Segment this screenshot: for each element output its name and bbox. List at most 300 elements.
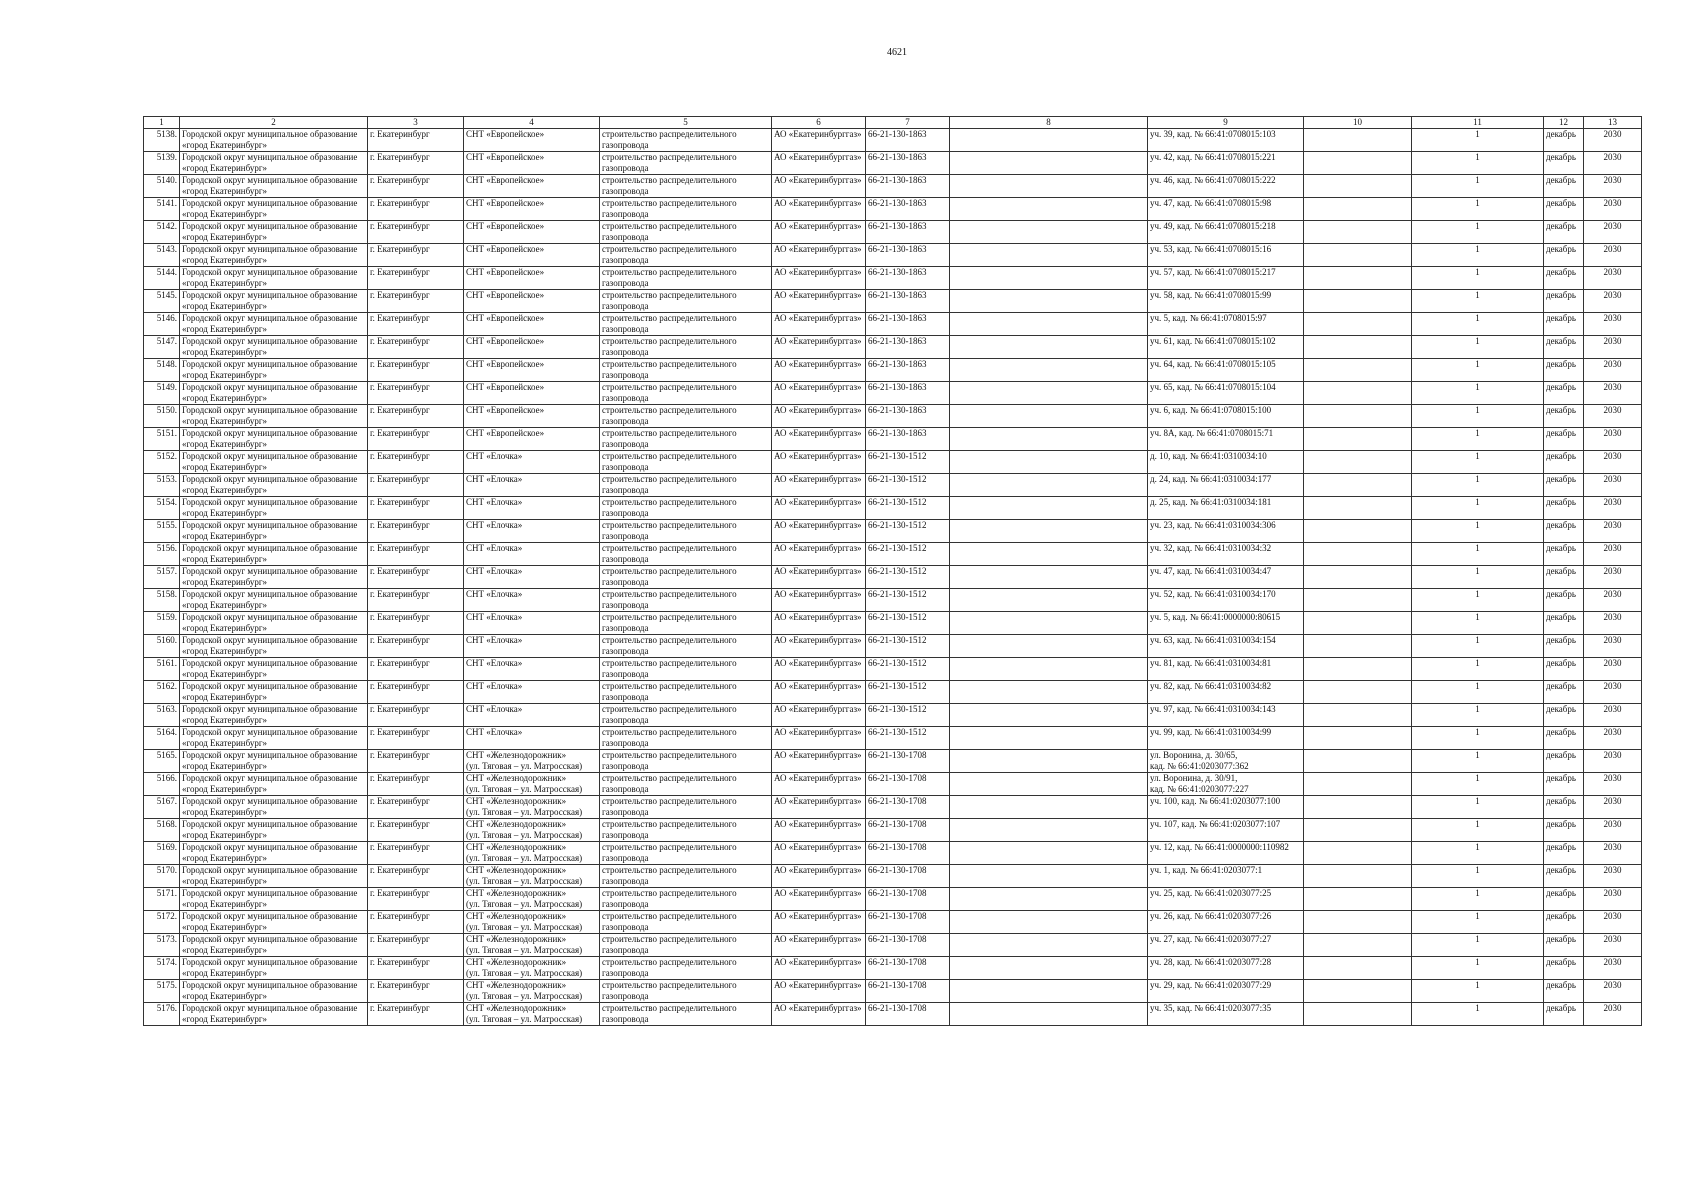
cell-text: «город Екатеринбург» bbox=[182, 715, 268, 725]
settlement-cell bbox=[464, 175, 600, 198]
cell-text: 66-21-130-1512 bbox=[868, 497, 927, 507]
network-code-cell bbox=[866, 727, 950, 750]
cell-text: декабрь bbox=[1546, 704, 1576, 714]
cell-text: газопровода bbox=[602, 899, 649, 909]
organization-cell bbox=[772, 497, 866, 520]
cell-text: 5147. bbox=[156, 336, 177, 346]
cell-text: декабрь bbox=[1546, 980, 1576, 990]
city-cell bbox=[368, 842, 464, 865]
table-row bbox=[144, 497, 1642, 520]
address-cell bbox=[1148, 175, 1304, 198]
address-cell bbox=[1148, 681, 1304, 704]
cell-text: (ул. Тяговая – ул. Матросская) bbox=[466, 922, 583, 932]
month-cell bbox=[1544, 773, 1584, 796]
work-type-cell bbox=[600, 750, 772, 773]
table-row bbox=[144, 934, 1642, 957]
quantity-cell bbox=[1412, 658, 1544, 681]
cell-text: д. 10, кад. № 66:41:0310034:10 bbox=[1150, 451, 1267, 461]
cell-text: 66-21-130-1863 bbox=[868, 359, 927, 369]
address-cell bbox=[1148, 267, 1304, 290]
settlement-cell bbox=[464, 681, 600, 704]
network-code-cell bbox=[866, 819, 950, 842]
cell-text: 5155. bbox=[156, 520, 177, 530]
cell-text: «город Екатеринбург» bbox=[182, 692, 268, 702]
cell-text: Городской округ муниципальное образование bbox=[182, 267, 358, 277]
cell-text: г. Екатеринбург bbox=[370, 474, 430, 484]
city-cell bbox=[368, 796, 464, 819]
cell-text: 1 bbox=[1475, 382, 1480, 392]
cell-text: СНТ «Елочка» bbox=[466, 474, 523, 484]
cell-text: 5156. bbox=[156, 543, 177, 553]
municipality-cell bbox=[180, 428, 368, 451]
work-type-cell bbox=[600, 819, 772, 842]
table-row bbox=[144, 244, 1642, 267]
municipality-cell bbox=[180, 198, 368, 221]
month-cell bbox=[1544, 290, 1584, 313]
cell-text: газопровода bbox=[602, 761, 649, 771]
column-10-cell bbox=[1304, 911, 1412, 934]
column-8-cell bbox=[950, 612, 1148, 635]
settlement-cell bbox=[464, 313, 600, 336]
cell-text: Городской округ муниципальное образование bbox=[182, 382, 358, 392]
cell-text: уч. 26, кад. № 66:41:0203077:26 bbox=[1150, 911, 1272, 921]
organization-cell bbox=[772, 980, 866, 1003]
cell-text: уч. 42, кад. № 66:41:0708015:221 bbox=[1150, 152, 1276, 162]
city-cell bbox=[368, 888, 464, 911]
address-cell bbox=[1148, 658, 1304, 681]
row-number-cell bbox=[144, 451, 180, 474]
cell-text: (ул. Тяговая – ул. Матросская) bbox=[466, 1014, 583, 1024]
cell-text: уч. 46, кад. № 66:41:0708015:222 bbox=[1150, 175, 1276, 185]
cell-text: 1 bbox=[1475, 727, 1480, 737]
cell-text: 66-21-130-1708 bbox=[868, 865, 927, 875]
quantity-cell bbox=[1412, 520, 1544, 543]
cell-text: г. Екатеринбург bbox=[370, 911, 430, 921]
cell-text: Городской округ муниципальное образование bbox=[182, 911, 358, 921]
cell-text: декабрь bbox=[1546, 359, 1576, 369]
work-type-cell bbox=[600, 290, 772, 313]
address-cell bbox=[1148, 704, 1304, 727]
cell-text: строительство распределительного bbox=[602, 313, 737, 323]
municipality-cell bbox=[180, 152, 368, 175]
cell-text: уч. 5, кад. № 66:41:0708015:97 bbox=[1150, 313, 1267, 323]
cell-text: 2030 bbox=[1603, 359, 1622, 369]
column-8-cell bbox=[950, 1003, 1148, 1026]
cell-text: 66-21-130-1708 bbox=[868, 888, 927, 898]
month-cell bbox=[1544, 497, 1584, 520]
cell-text: строительство распределительного bbox=[602, 497, 737, 507]
cell-text: «город Екатеринбург» bbox=[182, 876, 268, 886]
municipality-cell bbox=[180, 911, 368, 934]
cell-text: «город Екатеринбург» bbox=[182, 853, 268, 863]
cell-text: «город Екатеринбург» bbox=[182, 807, 268, 817]
cell-text: строительство распределительного bbox=[602, 290, 737, 300]
work-type-cell bbox=[600, 129, 772, 152]
cell-text: «город Екатеринбург» bbox=[182, 209, 268, 219]
column-10-cell bbox=[1304, 198, 1412, 221]
cell-text: Городской округ муниципальное образование bbox=[182, 290, 358, 300]
settlement-cell bbox=[464, 934, 600, 957]
cell-text: АО «Екатеринбурггаз» bbox=[774, 152, 862, 162]
cell-text: 2030 bbox=[1603, 888, 1622, 898]
cell-text: строительство распределительного bbox=[602, 612, 737, 622]
column-10-cell bbox=[1304, 520, 1412, 543]
column-8-cell bbox=[950, 359, 1148, 382]
cell-text: Городской округ муниципальное образование bbox=[182, 152, 358, 162]
table-row bbox=[144, 313, 1642, 336]
cell-text: СНТ «Елочка» bbox=[466, 520, 523, 530]
cell-text: «город Екатеринбург» bbox=[182, 968, 268, 978]
cell-text: «город Екатеринбург» bbox=[182, 186, 268, 196]
address-cell bbox=[1148, 957, 1304, 980]
settlement-cell bbox=[464, 658, 600, 681]
organization-cell bbox=[772, 175, 866, 198]
city-cell bbox=[368, 267, 464, 290]
cell-text: декабрь bbox=[1546, 313, 1576, 323]
cell-text: уч. 8А, кад. № 66:41:0708015:71 bbox=[1150, 428, 1274, 438]
cell-text: АО «Екатеринбурггаз» bbox=[774, 382, 862, 392]
cell-text: (ул. Тяговая – ул. Матросская) bbox=[466, 830, 583, 840]
city-cell bbox=[368, 704, 464, 727]
cell-text: декабрь bbox=[1546, 451, 1576, 461]
cell-text: 2030 bbox=[1603, 819, 1622, 829]
cell-text: г. Екатеринбург bbox=[370, 152, 430, 162]
column-10-cell bbox=[1304, 382, 1412, 405]
table-row bbox=[144, 543, 1642, 566]
table-row bbox=[144, 198, 1642, 221]
cell-text: 5151. bbox=[156, 428, 177, 438]
cell-text: г. Екатеринбург bbox=[370, 865, 430, 875]
cell-text: «город Екатеринбург» bbox=[182, 462, 268, 472]
network-code-cell bbox=[866, 244, 950, 267]
city-cell bbox=[368, 727, 464, 750]
cell-text: г. Екатеринбург bbox=[370, 221, 430, 231]
cell-text: 66-21-130-1863 bbox=[868, 129, 927, 139]
column-10-cell bbox=[1304, 865, 1412, 888]
settlement-cell bbox=[464, 980, 600, 1003]
cell-text: декабрь bbox=[1546, 198, 1576, 208]
cell-text: строительство распределительного bbox=[602, 405, 737, 415]
column-header: 6 bbox=[772, 117, 866, 129]
cell-text: газопровода bbox=[602, 807, 649, 817]
cell-text: 5165. bbox=[156, 750, 177, 760]
cell-text: «город Екатеринбург» bbox=[182, 830, 268, 840]
network-code-cell bbox=[866, 842, 950, 865]
row-number-cell bbox=[144, 819, 180, 842]
column-header: 2 bbox=[180, 117, 368, 129]
cell-text: 66-21-130-1863 bbox=[868, 290, 927, 300]
cell-text: СНТ «Европейское» bbox=[466, 405, 545, 415]
address-cell bbox=[1148, 980, 1304, 1003]
column-8-cell bbox=[950, 658, 1148, 681]
column-header: 3 bbox=[368, 117, 464, 129]
city-cell bbox=[368, 497, 464, 520]
column-8-cell bbox=[950, 405, 1148, 428]
cell-text: газопровода bbox=[602, 278, 649, 288]
row-number-cell bbox=[144, 934, 180, 957]
row-number-cell bbox=[144, 359, 180, 382]
month-cell bbox=[1544, 152, 1584, 175]
cell-text: 5176. bbox=[156, 1003, 177, 1013]
column-number-row bbox=[144, 117, 1642, 129]
network-code-cell bbox=[866, 957, 950, 980]
cell-text: газопровода bbox=[602, 784, 649, 794]
network-code-cell bbox=[866, 635, 950, 658]
address-cell bbox=[1148, 405, 1304, 428]
row-number-cell bbox=[144, 198, 180, 221]
table-row bbox=[144, 658, 1642, 681]
settlement-cell bbox=[464, 589, 600, 612]
cell-text: г. Екатеринбург bbox=[370, 589, 430, 599]
municipality-cell bbox=[180, 244, 368, 267]
network-code-cell bbox=[866, 405, 950, 428]
network-code-cell bbox=[866, 198, 950, 221]
row-number-cell bbox=[144, 635, 180, 658]
organization-cell bbox=[772, 796, 866, 819]
cell-text: строительство распределительного bbox=[602, 635, 737, 645]
quantity-cell bbox=[1412, 681, 1544, 704]
quantity-cell bbox=[1412, 405, 1544, 428]
row-number-cell bbox=[144, 704, 180, 727]
network-code-cell bbox=[866, 175, 950, 198]
address-cell bbox=[1148, 796, 1304, 819]
cell-text: г. Екатеринбург bbox=[370, 543, 430, 553]
cell-text: г. Екатеринбург bbox=[370, 267, 430, 277]
cell-text: 5173. bbox=[156, 934, 177, 944]
cell-text: строительство распределительного bbox=[602, 842, 737, 852]
city-cell bbox=[368, 451, 464, 474]
settlement-cell bbox=[464, 244, 600, 267]
cell-text: АО «Екатеринбурггаз» bbox=[774, 750, 862, 760]
column-8-cell bbox=[950, 796, 1148, 819]
cell-text: газопровода bbox=[602, 140, 649, 150]
cell-text: строительство распределительного bbox=[602, 888, 737, 898]
year-cell bbox=[1584, 359, 1642, 382]
cell-text: 66-21-130-1512 bbox=[868, 727, 927, 737]
cell-text: АО «Екатеринбурггаз» bbox=[774, 497, 862, 507]
cell-text: «город Екатеринбург» bbox=[182, 485, 268, 495]
cell-text: СНТ «Железнодорожник» bbox=[466, 957, 567, 967]
cell-text: 2030 bbox=[1603, 980, 1622, 990]
organization-cell bbox=[772, 382, 866, 405]
column-8-cell bbox=[950, 152, 1148, 175]
month-cell bbox=[1544, 566, 1584, 589]
address-cell bbox=[1148, 152, 1304, 175]
cell-text: уч. 63, кад. № 66:41:0310034:154 bbox=[1150, 635, 1276, 645]
municipality-cell bbox=[180, 934, 368, 957]
cell-text: декабрь bbox=[1546, 865, 1576, 875]
cell-text: 2030 bbox=[1603, 681, 1622, 691]
month-cell bbox=[1544, 198, 1584, 221]
year-cell bbox=[1584, 773, 1642, 796]
cell-text: (ул. Тяговая – ул. Матросская) bbox=[466, 876, 583, 886]
cell-text: СНТ «Елочка» bbox=[466, 658, 523, 668]
settlement-cell bbox=[464, 842, 600, 865]
city-cell bbox=[368, 750, 464, 773]
organization-cell bbox=[772, 819, 866, 842]
cell-text: АО «Екатеринбурггаз» bbox=[774, 727, 862, 737]
cell-text: (ул. Тяговая – ул. Матросская) bbox=[466, 945, 583, 955]
organization-cell bbox=[772, 451, 866, 474]
year-cell bbox=[1584, 290, 1642, 313]
city-cell bbox=[368, 129, 464, 152]
organization-cell bbox=[772, 957, 866, 980]
column-10-cell bbox=[1304, 543, 1412, 566]
cell-text: 2030 bbox=[1603, 612, 1622, 622]
cell-text: 5175. bbox=[156, 980, 177, 990]
column-8-cell bbox=[950, 911, 1148, 934]
row-number-cell bbox=[144, 382, 180, 405]
cell-text: СНТ «Европейское» bbox=[466, 382, 545, 392]
cell-text: Городской округ муниципальное образование bbox=[182, 474, 358, 484]
network-code-cell bbox=[866, 221, 950, 244]
table-row bbox=[144, 635, 1642, 658]
cell-text: 5153. bbox=[156, 474, 177, 484]
cell-text: «город Екатеринбург» bbox=[182, 508, 268, 518]
work-type-cell bbox=[600, 911, 772, 934]
cell-text: 5159. bbox=[156, 612, 177, 622]
table-row bbox=[144, 681, 1642, 704]
cell-text: 1 bbox=[1475, 244, 1480, 254]
year-cell bbox=[1584, 658, 1642, 681]
cell-text: декабрь bbox=[1546, 612, 1576, 622]
cell-text: декабрь bbox=[1546, 957, 1576, 967]
city-cell bbox=[368, 474, 464, 497]
cell-text: строительство распределительного bbox=[602, 681, 737, 691]
cell-text: 2030 bbox=[1603, 244, 1622, 254]
work-type-cell bbox=[600, 497, 772, 520]
cell-text: 1 bbox=[1475, 911, 1480, 921]
table-row bbox=[144, 428, 1642, 451]
city-cell bbox=[368, 313, 464, 336]
table-row bbox=[144, 911, 1642, 934]
cell-text: строительство распределительного bbox=[602, 934, 737, 944]
cell-text: СНТ «Железнодорожник» bbox=[466, 796, 567, 806]
column-10-cell bbox=[1304, 428, 1412, 451]
address-cell bbox=[1148, 129, 1304, 152]
cell-text: 2030 bbox=[1603, 543, 1622, 553]
cell-text: «город Екатеринбург» bbox=[182, 531, 268, 541]
row-number-cell bbox=[144, 727, 180, 750]
work-type-cell bbox=[600, 152, 772, 175]
network-code-cell bbox=[866, 612, 950, 635]
column-header: 1 bbox=[144, 117, 180, 129]
organization-cell bbox=[772, 405, 866, 428]
cell-text: 66-21-130-1863 bbox=[868, 221, 927, 231]
year-cell bbox=[1584, 405, 1642, 428]
cell-text: д. 25, кад. № 66:41:0310034:181 bbox=[1150, 497, 1272, 507]
cell-text: АО «Екатеринбурггаз» bbox=[774, 290, 862, 300]
column-8-cell bbox=[950, 980, 1148, 1003]
column-8-cell bbox=[950, 543, 1148, 566]
year-cell bbox=[1584, 865, 1642, 888]
network-code-cell bbox=[866, 336, 950, 359]
cell-text: газопровода bbox=[602, 1014, 649, 1024]
cell-text: СНТ «Елочка» bbox=[466, 704, 523, 714]
cell-text: 66-21-130-1708 bbox=[868, 773, 927, 783]
table-row bbox=[144, 773, 1642, 796]
network-code-cell bbox=[866, 428, 950, 451]
column-10-cell bbox=[1304, 635, 1412, 658]
cell-text: 5138. bbox=[156, 129, 177, 139]
work-type-cell bbox=[600, 244, 772, 267]
cell-text: уч. 1, кад. № 66:41:0203077:1 bbox=[1150, 865, 1263, 875]
municipality-cell bbox=[180, 497, 368, 520]
table-row bbox=[144, 382, 1642, 405]
address-cell bbox=[1148, 198, 1304, 221]
cell-text: 5158. bbox=[156, 589, 177, 599]
row-number-cell bbox=[144, 129, 180, 152]
network-code-cell bbox=[866, 658, 950, 681]
organization-cell bbox=[772, 658, 866, 681]
network-code-cell bbox=[866, 566, 950, 589]
month-cell bbox=[1544, 336, 1584, 359]
cell-text: СНТ «Железнодорожник» bbox=[466, 773, 567, 783]
cell-text: 5164. bbox=[156, 727, 177, 737]
quantity-cell bbox=[1412, 244, 1544, 267]
cell-text: строительство распределительного bbox=[602, 175, 737, 185]
cell-text: газопровода bbox=[602, 646, 649, 656]
cell-text: 66-21-130-1863 bbox=[868, 405, 927, 415]
cell-text: 66-21-130-1708 bbox=[868, 1003, 927, 1013]
year-cell bbox=[1584, 497, 1642, 520]
year-cell bbox=[1584, 842, 1642, 865]
column-header: 13 bbox=[1584, 117, 1642, 129]
cell-text: строительство распределительного bbox=[602, 1003, 737, 1013]
row-number-cell bbox=[144, 773, 180, 796]
municipality-cell bbox=[180, 612, 368, 635]
cell-text: декабрь bbox=[1546, 405, 1576, 415]
network-code-cell bbox=[866, 497, 950, 520]
month-cell bbox=[1544, 658, 1584, 681]
table-row bbox=[144, 612, 1642, 635]
city-cell bbox=[368, 359, 464, 382]
table-row bbox=[144, 290, 1642, 313]
cell-text: 5140. bbox=[156, 175, 177, 185]
cell-text: «город Екатеринбург» bbox=[182, 991, 268, 1001]
cell-text: 66-21-130-1512 bbox=[868, 612, 927, 622]
cell-text: СНТ «Елочка» bbox=[466, 635, 523, 645]
cell-text: 5157. bbox=[156, 566, 177, 576]
cell-text: 1 bbox=[1475, 152, 1480, 162]
settlement-cell bbox=[464, 221, 600, 244]
column-8-cell bbox=[950, 957, 1148, 980]
work-type-cell bbox=[600, 865, 772, 888]
cell-text: уч. 28, кад. № 66:41:0203077:28 bbox=[1150, 957, 1272, 967]
cell-text: строительство распределительного bbox=[602, 865, 737, 875]
cell-text: 5149. bbox=[156, 382, 177, 392]
work-type-cell bbox=[600, 796, 772, 819]
month-cell bbox=[1544, 589, 1584, 612]
cell-text: кад. № 66:41:0203077:362 bbox=[1150, 761, 1249, 771]
cell-text: уч. 100, кад. № 66:41:0203077:100 bbox=[1150, 796, 1281, 806]
cell-text: 1 bbox=[1475, 865, 1480, 875]
cell-text: 66-21-130-1708 bbox=[868, 934, 927, 944]
month-cell bbox=[1544, 313, 1584, 336]
cell-text: уч. 29, кад. № 66:41:0203077:29 bbox=[1150, 980, 1272, 990]
column-8-cell bbox=[950, 129, 1148, 152]
cell-text: АО «Екатеринбурггаз» bbox=[774, 865, 862, 875]
row-number-cell bbox=[144, 612, 180, 635]
cell-text: уч. 23, кад. № 66:41:0310034:306 bbox=[1150, 520, 1276, 530]
cell-text: 2030 bbox=[1603, 566, 1622, 576]
quantity-cell bbox=[1412, 198, 1544, 221]
cell-text: газопровода bbox=[602, 416, 649, 426]
cell-text: СНТ «Европейское» bbox=[466, 129, 545, 139]
cell-text: газопровода bbox=[602, 600, 649, 610]
settlement-cell bbox=[464, 635, 600, 658]
settlement-cell bbox=[464, 865, 600, 888]
